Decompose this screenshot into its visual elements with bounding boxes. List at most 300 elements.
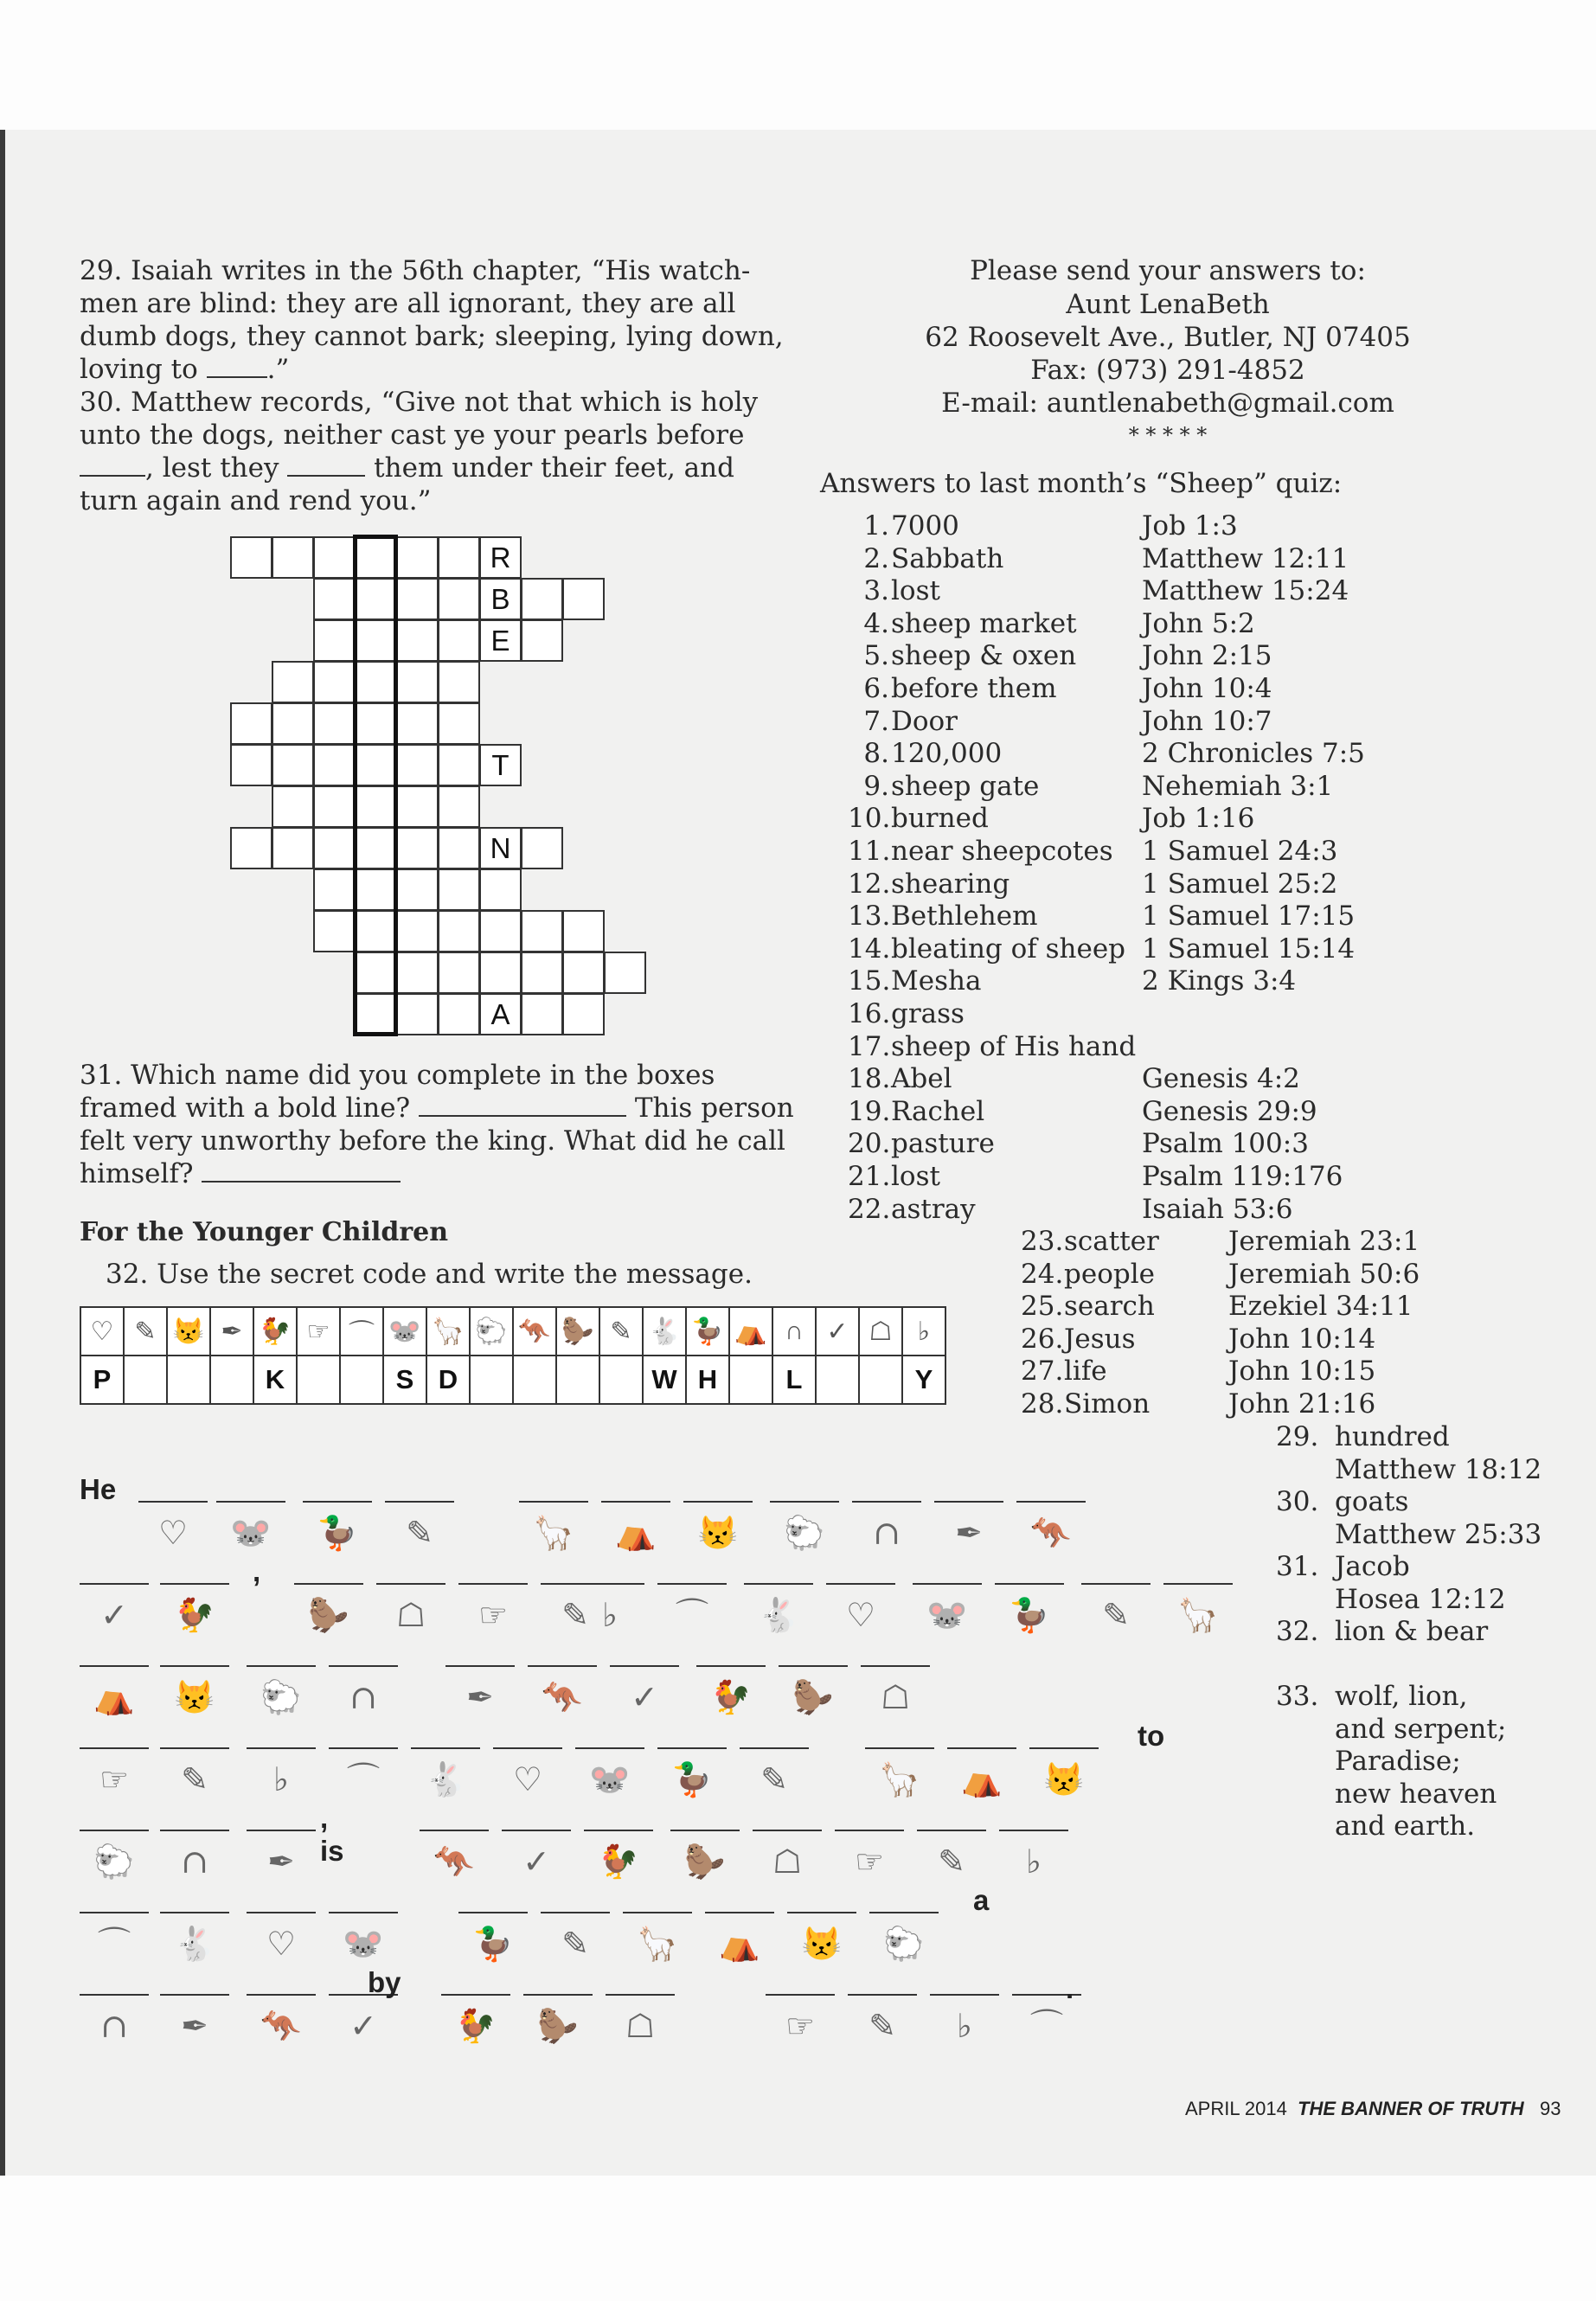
answer-number: 3.: [863, 575, 889, 607]
crossword-cell[interactable]: E: [479, 619, 522, 662]
letter-blank[interactable]: [80, 1665, 149, 1667]
answer-text: sheep of His hand: [891, 1030, 1137, 1062]
answer-number: 4.: [863, 607, 889, 639]
answer-number: 24.: [1021, 1258, 1064, 1290]
letter-blank[interactable]: [329, 1912, 398, 1913]
crossword-cell[interactable]: [438, 744, 480, 786]
code-symbol-icon: 🦆: [671, 1760, 713, 1798]
answer-reference: John 10:7: [1142, 705, 1272, 737]
letter-blank[interactable]: [947, 1747, 1016, 1749]
letter-blank[interactable]: [160, 1665, 229, 1667]
code-symbol-cell: ☞: [297, 1307, 340, 1356]
code-symbol-cell: 🐭: [383, 1307, 426, 1356]
message-word: a: [973, 1884, 990, 1916]
answer-reference: and serpent;: [1335, 1713, 1507, 1745]
scan-left-edge: [0, 130, 5, 2176]
send-answers-line: Please send your answers to:: [970, 255, 1366, 286]
question-29: [80, 254, 798, 386]
crossword-cell[interactable]: [479, 910, 522, 952]
crossword-cell[interactable]: [313, 619, 356, 662]
code-symbol-icon: 🐓: [598, 1843, 639, 1881]
answer-text: life: [1064, 1356, 1107, 1388]
crossword-cell[interactable]: [438, 536, 480, 579]
crossword-cell[interactable]: [313, 578, 356, 620]
letter-blank[interactable]: [1081, 1583, 1151, 1585]
answer-text: wolf, lion,: [1335, 1681, 1468, 1712]
code-symbol-icon: 🦆: [317, 1514, 358, 1552]
letter-blank[interactable]: [683, 1501, 753, 1503]
q31-line2: framed with a bold line? This person: [80, 1093, 794, 1124]
q29-line1: 29. Isaiah writes in the 56th chapter, “His watch-: [80, 255, 751, 286]
code-symbol-icon: 🦙: [533, 1514, 574, 1552]
letter-blank[interactable]: [385, 1501, 454, 1503]
answer-blank[interactable]: [419, 1094, 626, 1117]
answer-text: sheep gate: [891, 770, 1040, 802]
code-symbol-icon: 😾: [174, 1678, 215, 1716]
answer-reference: Genesis 4:2: [1142, 1063, 1300, 1095]
answer-text: before them: [891, 673, 1057, 704]
letter-blank[interactable]: [744, 1583, 813, 1585]
answer-number: 25.: [1021, 1291, 1064, 1323]
code-letter-cell[interactable]: W: [643, 1356, 686, 1404]
crossword-cell[interactable]: [313, 827, 356, 869]
crossword-cell[interactable]: T: [479, 744, 522, 786]
letter-blank[interactable]: [80, 1747, 149, 1749]
letter-blank[interactable]: [523, 1994, 593, 1996]
answer-text: Jacob: [1335, 1551, 1410, 1582]
crossword-cell[interactable]: [313, 868, 356, 911]
letter-blank[interactable]: [606, 1994, 675, 1996]
code-symbol-icon: ✎: [181, 1760, 208, 1798]
crossword-cell[interactable]: B: [479, 578, 522, 620]
answer-reference: 2 Chronicles 7:5: [1142, 738, 1365, 770]
code-symbol-icon: 🐭: [926, 1596, 968, 1634]
crossword-cell[interactable]: [230, 827, 272, 869]
code-symbol-icon: ∩: [873, 1514, 901, 1552]
answer-number: 1.: [863, 510, 889, 542]
letter-blank[interactable]: [80, 1994, 149, 1996]
answer-number: 21.: [848, 1161, 891, 1192]
crossword-cell[interactable]: [438, 785, 480, 828]
letter-blank[interactable]: [376, 1583, 445, 1585]
letter-blank[interactable]: [787, 1912, 856, 1913]
answer-number: 13.: [848, 901, 891, 933]
crossword-cell[interactable]: [396, 536, 439, 579]
code-symbol-cell: ⛺: [729, 1307, 772, 1356]
code-symbol-icon: 🦆: [472, 1925, 514, 1963]
code-letter-cell[interactable]: [124, 1356, 167, 1404]
crossword-cell[interactable]: [438, 993, 480, 1035]
code-letter-cell[interactable]: [167, 1356, 210, 1404]
answer-reference: 1 Samuel 15:14: [1142, 933, 1356, 965]
footer-date: APRIL 2014: [1185, 2098, 1287, 2119]
letter-blank[interactable]: [770, 1501, 839, 1503]
letter-blank[interactable]: [80, 1583, 149, 1585]
code-letter-cell[interactable]: [513, 1356, 556, 1404]
code-symbols-row: [80, 1307, 945, 1356]
crossword-cell[interactable]: [438, 868, 480, 911]
answer-number: 16.: [848, 998, 891, 1029]
letter-blank[interactable]: [160, 1912, 229, 1913]
crossword-cell[interactable]: [272, 536, 314, 579]
code-letter-cell[interactable]: [729, 1356, 772, 1404]
code-symbol-icon: 🦫: [308, 1596, 349, 1634]
letter-blank[interactable]: [160, 1994, 229, 1996]
code-letter-cell[interactable]: K: [253, 1356, 297, 1404]
crossword-cell[interactable]: [230, 702, 272, 745]
code-symbol-icon: ♡: [157, 1514, 189, 1552]
letter-blank[interactable]: [458, 1583, 528, 1585]
letter-blank[interactable]: [835, 1830, 904, 1831]
letter-blank[interactable]: [740, 1747, 809, 1749]
crossword-cell[interactable]: [562, 910, 605, 952]
letter-blank[interactable]: [80, 1830, 149, 1831]
crossword-cell[interactable]: [313, 785, 356, 828]
code-symbol-cell: 🐓: [253, 1307, 297, 1356]
crossword-cell[interactable]: [313, 744, 356, 786]
letter-blank[interactable]: [160, 1830, 229, 1831]
answer-number: 18.: [848, 1063, 891, 1095]
letter-blank[interactable]: [995, 1583, 1064, 1585]
message-word: He: [80, 1473, 117, 1505]
letter-blank[interactable]: [852, 1501, 921, 1503]
answer-reference: Matthew 25:33: [1335, 1518, 1542, 1550]
address-block: [813, 254, 1522, 451]
answer-reference: 1 Samuel 25:2: [1142, 868, 1338, 900]
q29-line2: men are blind: they are all ignorant, they are all: [80, 288, 736, 319]
answer-number: 5.: [863, 640, 889, 672]
code-symbol-icon: ✓: [349, 2007, 377, 2045]
code-symbol-cell: ✎: [599, 1307, 643, 1356]
answer-text: pasture: [891, 1128, 995, 1160]
answer-reference: John 10:14: [1228, 1323, 1376, 1355]
crossword-cell[interactable]: [521, 578, 563, 620]
crossword-cell[interactable]: [396, 578, 439, 620]
letter-blank[interactable]: [247, 1912, 316, 1913]
q31-line1: 31. Which name did you complete in the boxes: [80, 1060, 715, 1091]
code-symbol-icon: ✓: [522, 1843, 550, 1881]
crossword-cell[interactable]: [521, 910, 563, 952]
answer-text: people: [1064, 1258, 1155, 1290]
answer-reference: Job 1:3: [1142, 510, 1238, 542]
code-letter-cell[interactable]: [297, 1356, 340, 1404]
crossword-cell[interactable]: [313, 536, 356, 579]
letter-blank[interactable]: [696, 1665, 766, 1667]
crossword-cell[interactable]: [438, 702, 480, 745]
crossword-cell[interactable]: [438, 827, 480, 869]
code-symbol-icon: ☖: [625, 2007, 656, 2045]
code-letter-cell[interactable]: H: [686, 1356, 729, 1404]
crossword-cell[interactable]: A: [479, 993, 522, 1035]
code-letter-cell[interactable]: [816, 1356, 859, 1404]
page-number: 93: [1539, 2098, 1561, 2119]
code-symbol-cell: ✒: [210, 1307, 253, 1356]
letter-blank[interactable]: [848, 1994, 917, 1996]
code-letter-cell[interactable]: [556, 1356, 599, 1404]
answer-blank[interactable]: [207, 356, 267, 378]
code-letter-cell[interactable]: [470, 1356, 513, 1404]
code-symbol-icon: ⌒: [675, 1596, 708, 1634]
crossword-cell[interactable]: [438, 578, 480, 620]
crossword-cell[interactable]: [438, 661, 480, 703]
crossword-cell[interactable]: [396, 910, 439, 952]
answer-text: grass: [891, 998, 965, 1029]
code-symbol-icon: 😾: [801, 1925, 843, 1963]
crossword-cell[interactable]: [521, 993, 563, 1035]
letter-blank[interactable]: [541, 1912, 610, 1913]
code-symbol-icon: 🦘: [433, 1843, 475, 1881]
answer-number: 12.: [848, 868, 891, 900]
letter-blank[interactable]: [861, 1665, 930, 1667]
crossword-cell[interactable]: [396, 868, 439, 911]
letter-blank[interactable]: [826, 1583, 895, 1585]
answer-blank[interactable]: [202, 1160, 401, 1183]
crossword-cell[interactable]: [272, 785, 314, 828]
letter-blank[interactable]: [80, 1912, 149, 1913]
code-symbol-icon: 🦫: [684, 1843, 726, 1881]
question-30: [80, 386, 798, 517]
answer-text: lion & bear: [1335, 1616, 1489, 1647]
letter-blank[interactable]: [445, 1665, 515, 1667]
code-symbol-icon: 🐇: [425, 1760, 466, 1798]
answers-heading: Answers to last month’s “Sheep” quiz:: [820, 468, 1343, 499]
crossword-cell[interactable]: [313, 661, 356, 703]
code-letter-cell[interactable]: [340, 1356, 383, 1404]
letter-blank[interactable]: [670, 1830, 740, 1831]
code-symbol-icon: ♭: [957, 2007, 972, 2045]
answer-reference: Matthew 12:11: [1142, 542, 1349, 574]
letter-blank[interactable]: [294, 1583, 363, 1585]
letter-blank[interactable]: [913, 1583, 982, 1585]
letter-blank[interactable]: [601, 1501, 670, 1503]
answer-reference: Jeremiah 50:6: [1228, 1258, 1420, 1290]
code-symbol-icon: 🐑: [260, 1678, 302, 1716]
question-31: [80, 1059, 798, 1190]
answer-blank[interactable]: [80, 454, 145, 477]
answer-number: 28.: [1021, 1388, 1064, 1420]
crossword-cell[interactable]: [396, 661, 439, 703]
answer-reference: Psalm 119:176: [1142, 1161, 1343, 1192]
code-letter-cell[interactable]: [210, 1356, 253, 1404]
code-symbol-icon: ⌒: [97, 1925, 131, 1963]
letter-blank[interactable]: [528, 1665, 597, 1667]
code-symbol-cell: 🦆: [686, 1307, 729, 1356]
code-symbol-icon: ⌒: [346, 1760, 380, 1798]
letter-blank[interactable]: [160, 1747, 229, 1749]
code-symbol-icon: 🦘: [542, 1678, 583, 1716]
letter-blank[interactable]: [779, 1665, 848, 1667]
answer-number: 27.: [1021, 1356, 1064, 1388]
answer-text: near sheepcotes: [891, 836, 1113, 867]
crossword-cell[interactable]: [521, 952, 563, 994]
code-letter-cell[interactable]: P: [80, 1356, 124, 1404]
letter-blank[interactable]: [160, 1583, 229, 1585]
answer-reference: 1 Samuel 24:3: [1142, 836, 1338, 867]
fax-number: Fax: (973) 291-4852: [1030, 355, 1305, 386]
crossword-cell[interactable]: [272, 702, 314, 745]
crossword-cell[interactable]: [313, 702, 356, 745]
letter-blank[interactable]: [247, 1830, 316, 1831]
crossword-cell[interactable]: R: [479, 536, 522, 579]
code-symbol-icon: ✎: [760, 1760, 788, 1798]
code-symbol-cell: ☖: [859, 1307, 902, 1356]
code-symbol-icon: ⛺: [615, 1514, 657, 1552]
crossword-cell[interactable]: [272, 744, 314, 786]
code-symbol-icon: ☞: [785, 2007, 816, 2045]
crossword-cell[interactable]: [438, 910, 480, 952]
code-symbol-icon: ⛺: [719, 1925, 760, 1963]
crossword-cell[interactable]: [562, 578, 605, 620]
code-symbol-icon: 😾: [1043, 1760, 1085, 1798]
email-address[interactable]: E-mail: auntlenabeth@gmail.com: [941, 388, 1394, 419]
code-letter-cell[interactable]: [859, 1356, 902, 1404]
letter-blank[interactable]: [519, 1501, 588, 1503]
letter-blank[interactable]: [657, 1747, 727, 1749]
crossword-cell[interactable]: [521, 827, 563, 869]
letter-blank[interactable]: [458, 1912, 528, 1913]
answer-reference: Hosea 12:12: [1335, 1583, 1506, 1615]
letter-blank[interactable]: [575, 1747, 644, 1749]
letter-blank[interactable]: [1029, 1747, 1099, 1749]
code-symbol-icon: 🐇: [758, 1596, 799, 1634]
crossword-cell[interactable]: [313, 910, 356, 952]
letter-blank[interactable]: [705, 1912, 774, 1913]
code-symbol-icon: 🦫: [792, 1678, 834, 1716]
letter-blank[interactable]: [1163, 1583, 1233, 1585]
answer-reference: Nehemiah 3:1: [1142, 770, 1334, 802]
crossword-cell[interactable]: [438, 952, 480, 994]
letter-blank[interactable]: [502, 1830, 571, 1831]
letter-blank[interactable]: [917, 1830, 986, 1831]
crossword-cell[interactable]: [479, 868, 522, 911]
code-symbol-icon: 🦫: [537, 2007, 579, 2045]
answer-number: 14.: [848, 933, 891, 965]
code-letter-cell[interactable]: Y: [902, 1356, 945, 1404]
answer-number: 29.: [1276, 1421, 1319, 1452]
code-symbol-icon: ♡: [845, 1596, 876, 1634]
letter-blank[interactable]: [657, 1583, 727, 1585]
code-symbol-icon: ✎: [1102, 1596, 1130, 1634]
code-letter-cell[interactable]: L: [772, 1356, 816, 1404]
letter-blank[interactable]: [999, 1830, 1068, 1831]
crossword-cell[interactable]: [479, 952, 522, 994]
letter-blank[interactable]: [329, 1747, 398, 1749]
crossword-cell[interactable]: [230, 744, 272, 786]
letter-blank[interactable]: [420, 1830, 489, 1831]
crossword-cell[interactable]: [396, 744, 439, 786]
crossword-cell[interactable]: [396, 952, 439, 994]
crossword-cell[interactable]: [396, 827, 439, 869]
letter-blank[interactable]: [247, 1994, 316, 1996]
crossword-cell[interactable]: N: [479, 827, 522, 869]
answer-reference: Genesis 29:9: [1142, 1095, 1317, 1127]
code-symbol-icon: ☖: [880, 1678, 911, 1716]
answer-blank[interactable]: [287, 454, 365, 477]
answer-number: 7.: [863, 705, 889, 737]
crossword-cell[interactable]: [521, 619, 563, 662]
letter-blank[interactable]: [493, 1747, 562, 1749]
letter-blank[interactable]: [869, 1912, 939, 1913]
code-symbol-icon: ♡: [266, 1925, 297, 1963]
code-symbol-icon: 🐭: [230, 1514, 272, 1552]
code-letter-cell[interactable]: [599, 1356, 643, 1404]
code-symbol-icon: ⌒: [1029, 2007, 1063, 2045]
letter-blank[interactable]: [411, 1747, 480, 1749]
code-symbol-icon: ☖: [395, 1596, 426, 1634]
message-word: ,: [253, 1555, 261, 1587]
answer-number: 9.: [863, 770, 889, 802]
letter-blank[interactable]: [610, 1665, 679, 1667]
crossword-cell[interactable]: [230, 536, 272, 579]
letter-blank[interactable]: [753, 1830, 822, 1831]
crossword-cell[interactable]: [396, 785, 439, 828]
answer-reference: new heaven: [1335, 1778, 1497, 1810]
answer-reference: Jeremiah 23:1: [1228, 1226, 1420, 1257]
divider-stars: * * * * *: [1128, 423, 1208, 447]
letter-blank[interactable]: [584, 1830, 653, 1831]
q30-line3: , lest they them under their feet, and: [80, 452, 798, 484]
crossword-cell[interactable]: [438, 619, 480, 662]
crossword-cell[interactable]: [272, 827, 314, 869]
letter-blank[interactable]: [441, 1994, 510, 1996]
crossword-cell[interactable]: [562, 952, 605, 994]
crossword-cell[interactable]: [604, 952, 646, 994]
letter-blank[interactable]: [623, 1912, 692, 1913]
letter-blank[interactable]: [1016, 1501, 1086, 1503]
letter-blank[interactable]: [329, 1665, 398, 1667]
letter-blank[interactable]: [934, 1501, 1003, 1503]
answer-number: 31.: [1276, 1551, 1319, 1582]
letter-blank[interactable]: [247, 1665, 316, 1667]
letter-blank[interactable]: [930, 1994, 999, 1996]
answer-reference: Matthew 15:24: [1142, 575, 1349, 607]
answer-reference: 2 Kings 3:4: [1142, 965, 1297, 997]
letter-blank[interactable]: [575, 1583, 644, 1585]
code-symbol-icon: 🐑: [784, 1514, 825, 1552]
answer-text: 120,000: [891, 738, 1003, 770]
crossword-cell[interactable]: [396, 993, 439, 1035]
letter-blank[interactable]: [865, 1747, 934, 1749]
street-address: 62 Roosevelt Ave., Butler, NJ 07405: [925, 322, 1411, 353]
letter-blank[interactable]: [766, 1994, 835, 1996]
answer-text: 7000: [891, 510, 959, 542]
letter-blank[interactable]: [138, 1501, 208, 1503]
letter-blank[interactable]: [216, 1501, 285, 1503]
letter-blank[interactable]: [247, 1747, 316, 1749]
answer-text: goats: [1335, 1486, 1409, 1517]
code-letter-cell[interactable]: S: [383, 1356, 426, 1404]
crossword-cell[interactable]: [396, 702, 439, 745]
answer-text: Door: [891, 705, 958, 737]
code-symbol-icon: ∩: [349, 1678, 377, 1716]
crossword-cell[interactable]: [272, 661, 314, 703]
crossword-cell[interactable]: [396, 619, 439, 662]
code-letters-row: [80, 1356, 945, 1404]
crossword-cell[interactable]: [562, 993, 605, 1035]
code-letter-cell[interactable]: D: [426, 1356, 470, 1404]
footer-magazine: THE BANNER OF TRUTH: [1298, 2098, 1524, 2119]
question-32: 32. Use the secret code and write the message.: [106, 1259, 753, 1290]
code-symbol-icon: 🐑: [883, 1925, 925, 1963]
younger-children-heading: For the Younger Children: [80, 1217, 449, 1247]
answer-number: 2.: [863, 542, 889, 574]
code-symbol-icon: ✎: [869, 2007, 896, 2045]
letter-blank[interactable]: [303, 1501, 372, 1503]
code-symbol-cell: ♡: [80, 1307, 124, 1356]
code-symbol-cell: ∩: [772, 1307, 816, 1356]
code-symbol-icon: 🐭: [589, 1760, 631, 1798]
answer-number: 23.: [1021, 1226, 1064, 1257]
